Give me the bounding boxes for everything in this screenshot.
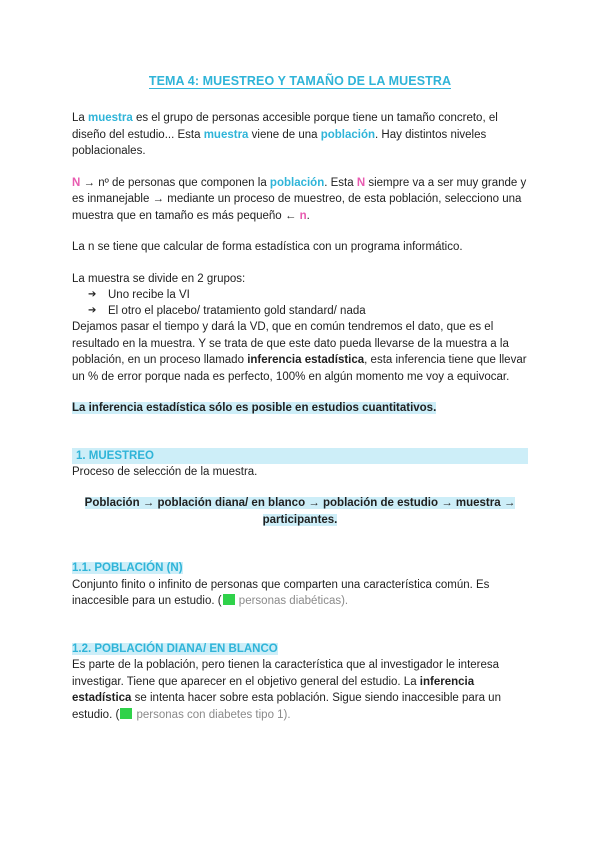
text: Conjunto finito o infinito de personas que comparten una característica común. Es inaccesible para un estudio. ( bbox=[72, 578, 490, 607]
subheading-text: 1.2. POBLACIÓN DIANA/ EN BLANCO bbox=[72, 642, 278, 655]
keyword-inferencia: inferencia estadística bbox=[247, 354, 365, 366]
text: La bbox=[72, 112, 88, 124]
paragraph-poblacion bbox=[72, 577, 528, 610]
page-title-text: TEMA 4: MUESTREO Y TAMAÑO DE LA MUESTRA bbox=[148, 74, 452, 88]
population-chain-text: Población → población diana/ en blanco → población de estudio → muestra → participantes. bbox=[84, 497, 516, 526]
section-heading-poblacion-diana bbox=[72, 641, 528, 658]
symbol-n: n bbox=[299, 209, 307, 222]
paragraph-poblacion-diana bbox=[72, 657, 528, 723]
keyword-muestra: muestra bbox=[88, 112, 133, 124]
section-heading-poblacion bbox=[72, 560, 528, 577]
keyword-inferencia: inferencia estadística bbox=[72, 675, 475, 704]
paragraph-muestreo: Proceso de selección de la muestra. bbox=[72, 465, 258, 478]
list-item-text: El otro el placebo/ tratamiento gold standard/ nada bbox=[108, 305, 366, 317]
symbol-N: N bbox=[72, 176, 81, 189]
list-item bbox=[88, 287, 528, 303]
paragraph-n bbox=[72, 175, 528, 225]
highlighted-statement bbox=[72, 400, 528, 417]
text: . bbox=[306, 209, 310, 222]
list-item-text: Uno recibe la VI bbox=[108, 289, 190, 301]
symbol-N: N bbox=[356, 176, 366, 189]
example-text: personas diabéticas). bbox=[238, 595, 349, 607]
text: → nº de personas que componen la bbox=[80, 176, 270, 189]
paragraph-inferencia bbox=[72, 319, 528, 385]
list-item bbox=[88, 303, 528, 319]
paragraph-muestra bbox=[72, 110, 528, 160]
text: viene de una bbox=[248, 128, 321, 141]
text: . Esta bbox=[324, 176, 357, 189]
highlighted-text: La inferencia estadística sólo es posible en estudios cuantitativos. bbox=[72, 402, 437, 414]
subheading-text: 1.1. POBLACIÓN (N) bbox=[72, 562, 183, 574]
population-chain bbox=[72, 495, 528, 529]
keyword-poblacion: población bbox=[320, 128, 376, 141]
green-square-icon bbox=[120, 708, 132, 719]
text: , esta inferencia tiene que llevar un % de error porque nada es perfecto, 100% en algún momento me voy a equivocar. bbox=[72, 354, 527, 383]
paragraph-grupos-intro: La muestra se divide en 2 grupos: bbox=[72, 272, 246, 285]
paragraph-calculo: La n se tiene que calcular de forma estadística con un programa informático. bbox=[72, 241, 463, 253]
example-text: personas con diabetes tipo 1). bbox=[136, 708, 291, 721]
text: Dejamos pasar el tiempo y dará la VD, que en común tendremos el dato, que es el resultado en la muestra. Y se trata de que este dato pueda llevarse de la muestra a la población, en un proceso llamado bbox=[72, 321, 509, 366]
keyword-muestra: muestra bbox=[203, 128, 249, 141]
text: es el grupo de personas accesible porque tiene un tamaño concreto, el diseño del estudio... Esta bbox=[72, 112, 498, 141]
text: se intenta hacer sobre esta población. Sigue siendo inaccesible para un estudio. ( bbox=[72, 692, 501, 721]
green-square-icon bbox=[223, 594, 235, 605]
groups-list bbox=[72, 287, 528, 319]
arrow-bullet-icon: ➔ bbox=[88, 305, 97, 316]
page-title bbox=[72, 74, 528, 88]
text: . Hay distintos niveles poblacionales. bbox=[72, 128, 487, 157]
section-heading-muestreo: 1. MUESTREO bbox=[72, 448, 528, 464]
arrow-bullet-icon: ➔ bbox=[88, 289, 97, 300]
document-page bbox=[72, 70, 528, 723]
keyword-poblacion: población bbox=[269, 176, 325, 189]
text: siempre va a ser muy grande y es inmanejable → mediante un proceso de muestreo, de esta población, selecciono una muestra que en tamaño es más pequeño ← bbox=[72, 176, 527, 222]
text: Es parte de la población, pero tienen la característica que al investigador le interesa investigar. Tiene que aparecer en el objetivo general del estudio. La bbox=[72, 659, 500, 688]
